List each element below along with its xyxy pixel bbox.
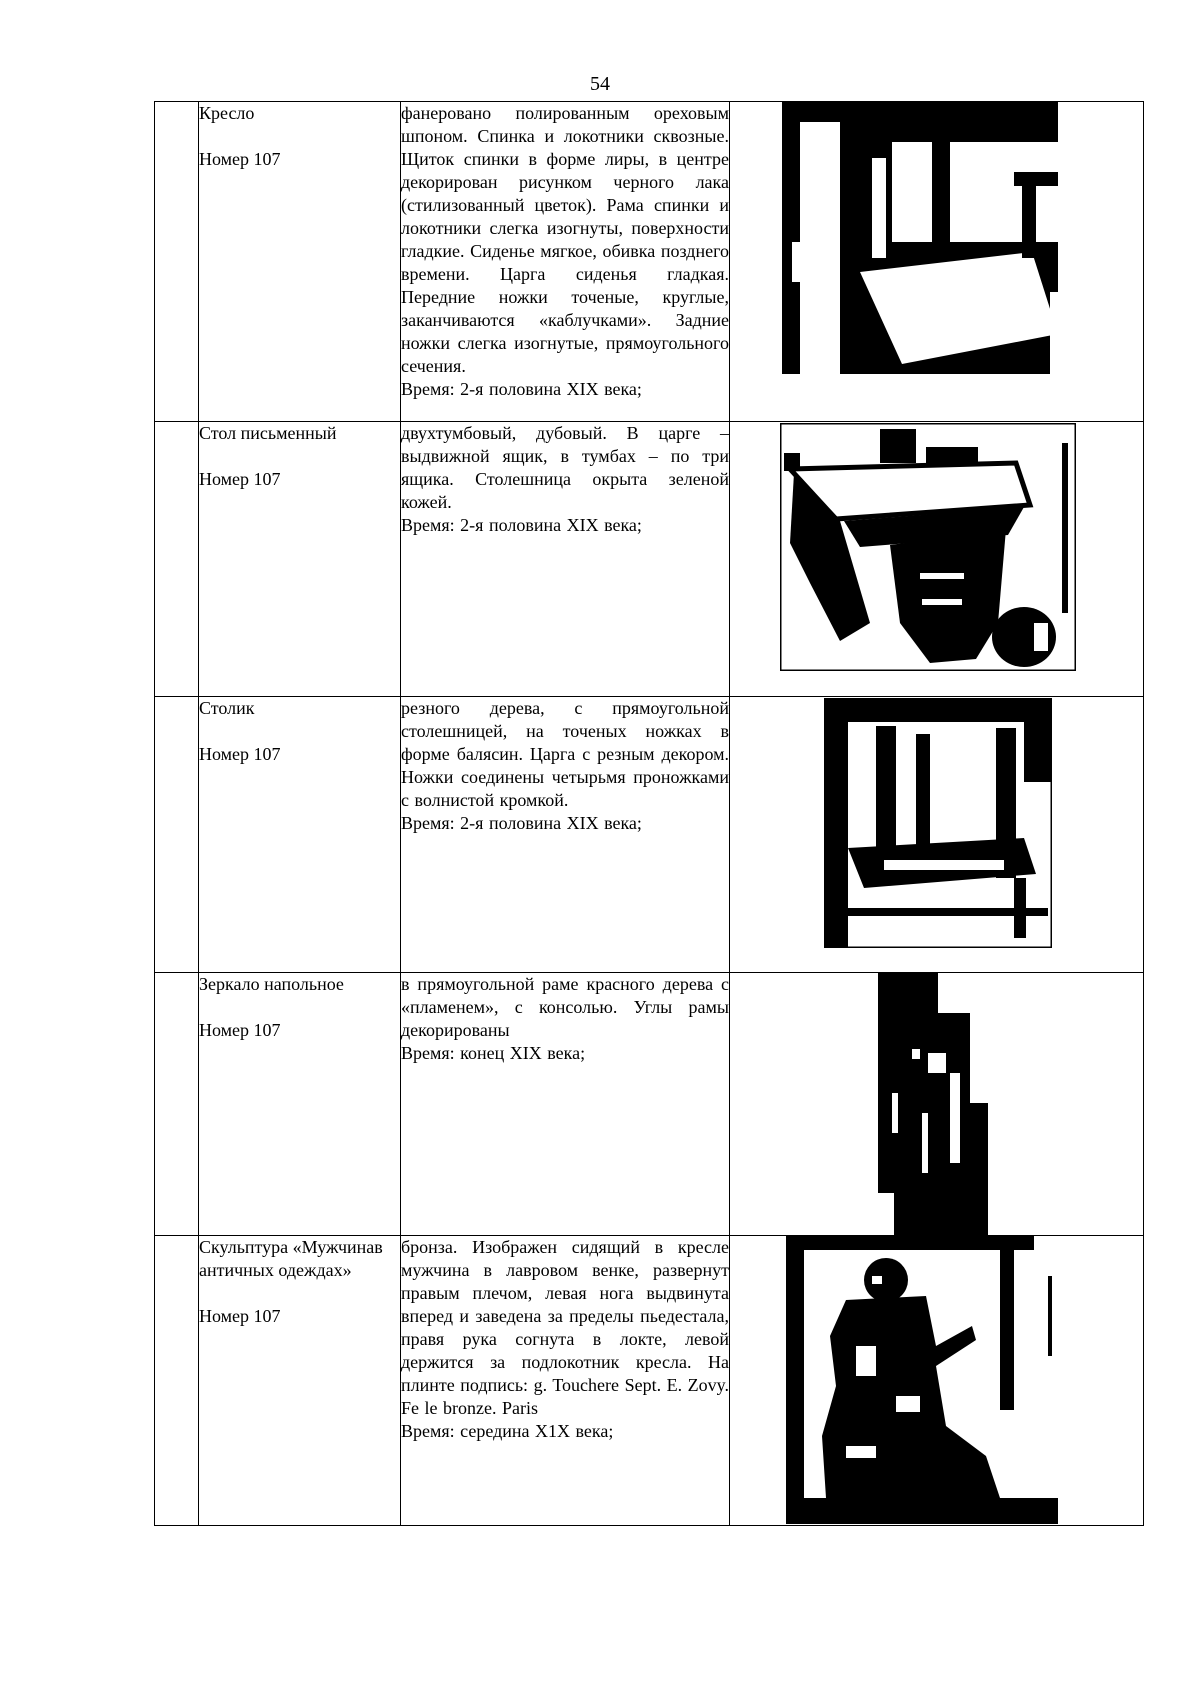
item-description: в прямоугольной раме красного дерева с «пламенем», с консолью. Углы рамы декорированы — [401, 974, 729, 1040]
description-cell — [401, 697, 730, 973]
item-number: Номер 107 — [199, 1020, 281, 1040]
name-cell — [199, 422, 401, 697]
name-cell — [199, 973, 401, 1236]
table-row — [155, 102, 1144, 422]
table-row — [155, 697, 1144, 973]
table-row — [155, 973, 1144, 1236]
small-table-photo — [824, 698, 1052, 948]
item-description: двухтумбовый, дубовый. В царге – выдвижной ящик, в тумбах – по три ящика. Столешница окрыта зеленой кожей. — [401, 423, 729, 512]
item-name: Кресло — [199, 103, 255, 123]
name-cell — [199, 102, 401, 422]
table-row — [155, 422, 1144, 697]
sculpture-photo — [786, 1236, 1058, 1524]
writing-desk-photo — [780, 423, 1076, 671]
description-cell — [401, 1236, 730, 1526]
item-time: Время: середина X1X века; — [401, 1421, 614, 1441]
table-row — [155, 1236, 1144, 1526]
index-cell — [155, 102, 199, 422]
item-time: Время: 2-я половина XIX века; — [401, 379, 642, 399]
item-time: Время: 2-я половина XIX века; — [401, 813, 642, 833]
index-cell — [155, 697, 199, 973]
item-time: Время: 2-я половина XIX века; — [401, 515, 642, 535]
photo-cell — [730, 1236, 1144, 1526]
item-time: Время: конец XIX века; — [401, 1043, 586, 1063]
item-description: резного дерева, с прямоугольной столешницей, на точеных ножках в форме балясин. Царга с резным декором. Ножки соединены четырьмя проножками с волнистой кромкой. — [401, 698, 729, 810]
photo-cell — [730, 102, 1144, 422]
page-number: 54 — [590, 73, 610, 95]
item-number: Номер 107 — [199, 744, 281, 764]
name-cell — [199, 1236, 401, 1526]
item-description: фанеровано полированным ореховым шпоном. Спинка и локотники сквозные. Щиток спинки в форме лиры, в центре декорирован рисунком черного лака (стилизованный цветок). Рама спинки и локотники слегка изогнуты, поверхности гладкие. Сиденье мягкое, обивка позднего времени. Царга сиденья гладкая. Передние ножки точеные, круглые, заканчиваются «каблучками». Задние ножки слегка изогнутые, прямоугольного сечения. — [401, 103, 729, 376]
item-description: бронза. Изображен сидящий в кресле мужчина в лавровом венке, развернут правым плечом, левая нога выдвинута вперед и заведена за пределы пьедестала, правя рука согнута в локте, левой держится за подлокотник кресла. На плинте подпись: g. Touchere Sept. E. Zovy. Fe le bronze. Paris — [401, 1237, 729, 1418]
description-cell — [401, 422, 730, 697]
item-name: Столик — [199, 698, 255, 718]
photo-cell — [730, 422, 1144, 697]
index-cell — [155, 1236, 199, 1526]
index-cell — [155, 422, 199, 697]
item-name: Зеркало напольное — [199, 974, 344, 994]
index-cell — [155, 973, 199, 1236]
inventory-table — [154, 101, 1144, 1526]
item-name: Стол письменный — [199, 423, 337, 443]
description-cell — [401, 102, 730, 422]
photo-cell — [730, 973, 1144, 1236]
description-cell — [401, 973, 730, 1236]
item-number: Номер 107 — [199, 469, 281, 489]
item-name: Скульптура «Мужчинав античных одеждах» — [199, 1237, 383, 1280]
item-number: Номер 107 — [199, 149, 281, 169]
armchair-photo — [782, 102, 1058, 374]
name-cell — [199, 697, 401, 973]
floor-mirror-photo — [878, 973, 988, 1235]
photo-cell — [730, 697, 1144, 973]
item-number: Номер 107 — [199, 1306, 281, 1326]
